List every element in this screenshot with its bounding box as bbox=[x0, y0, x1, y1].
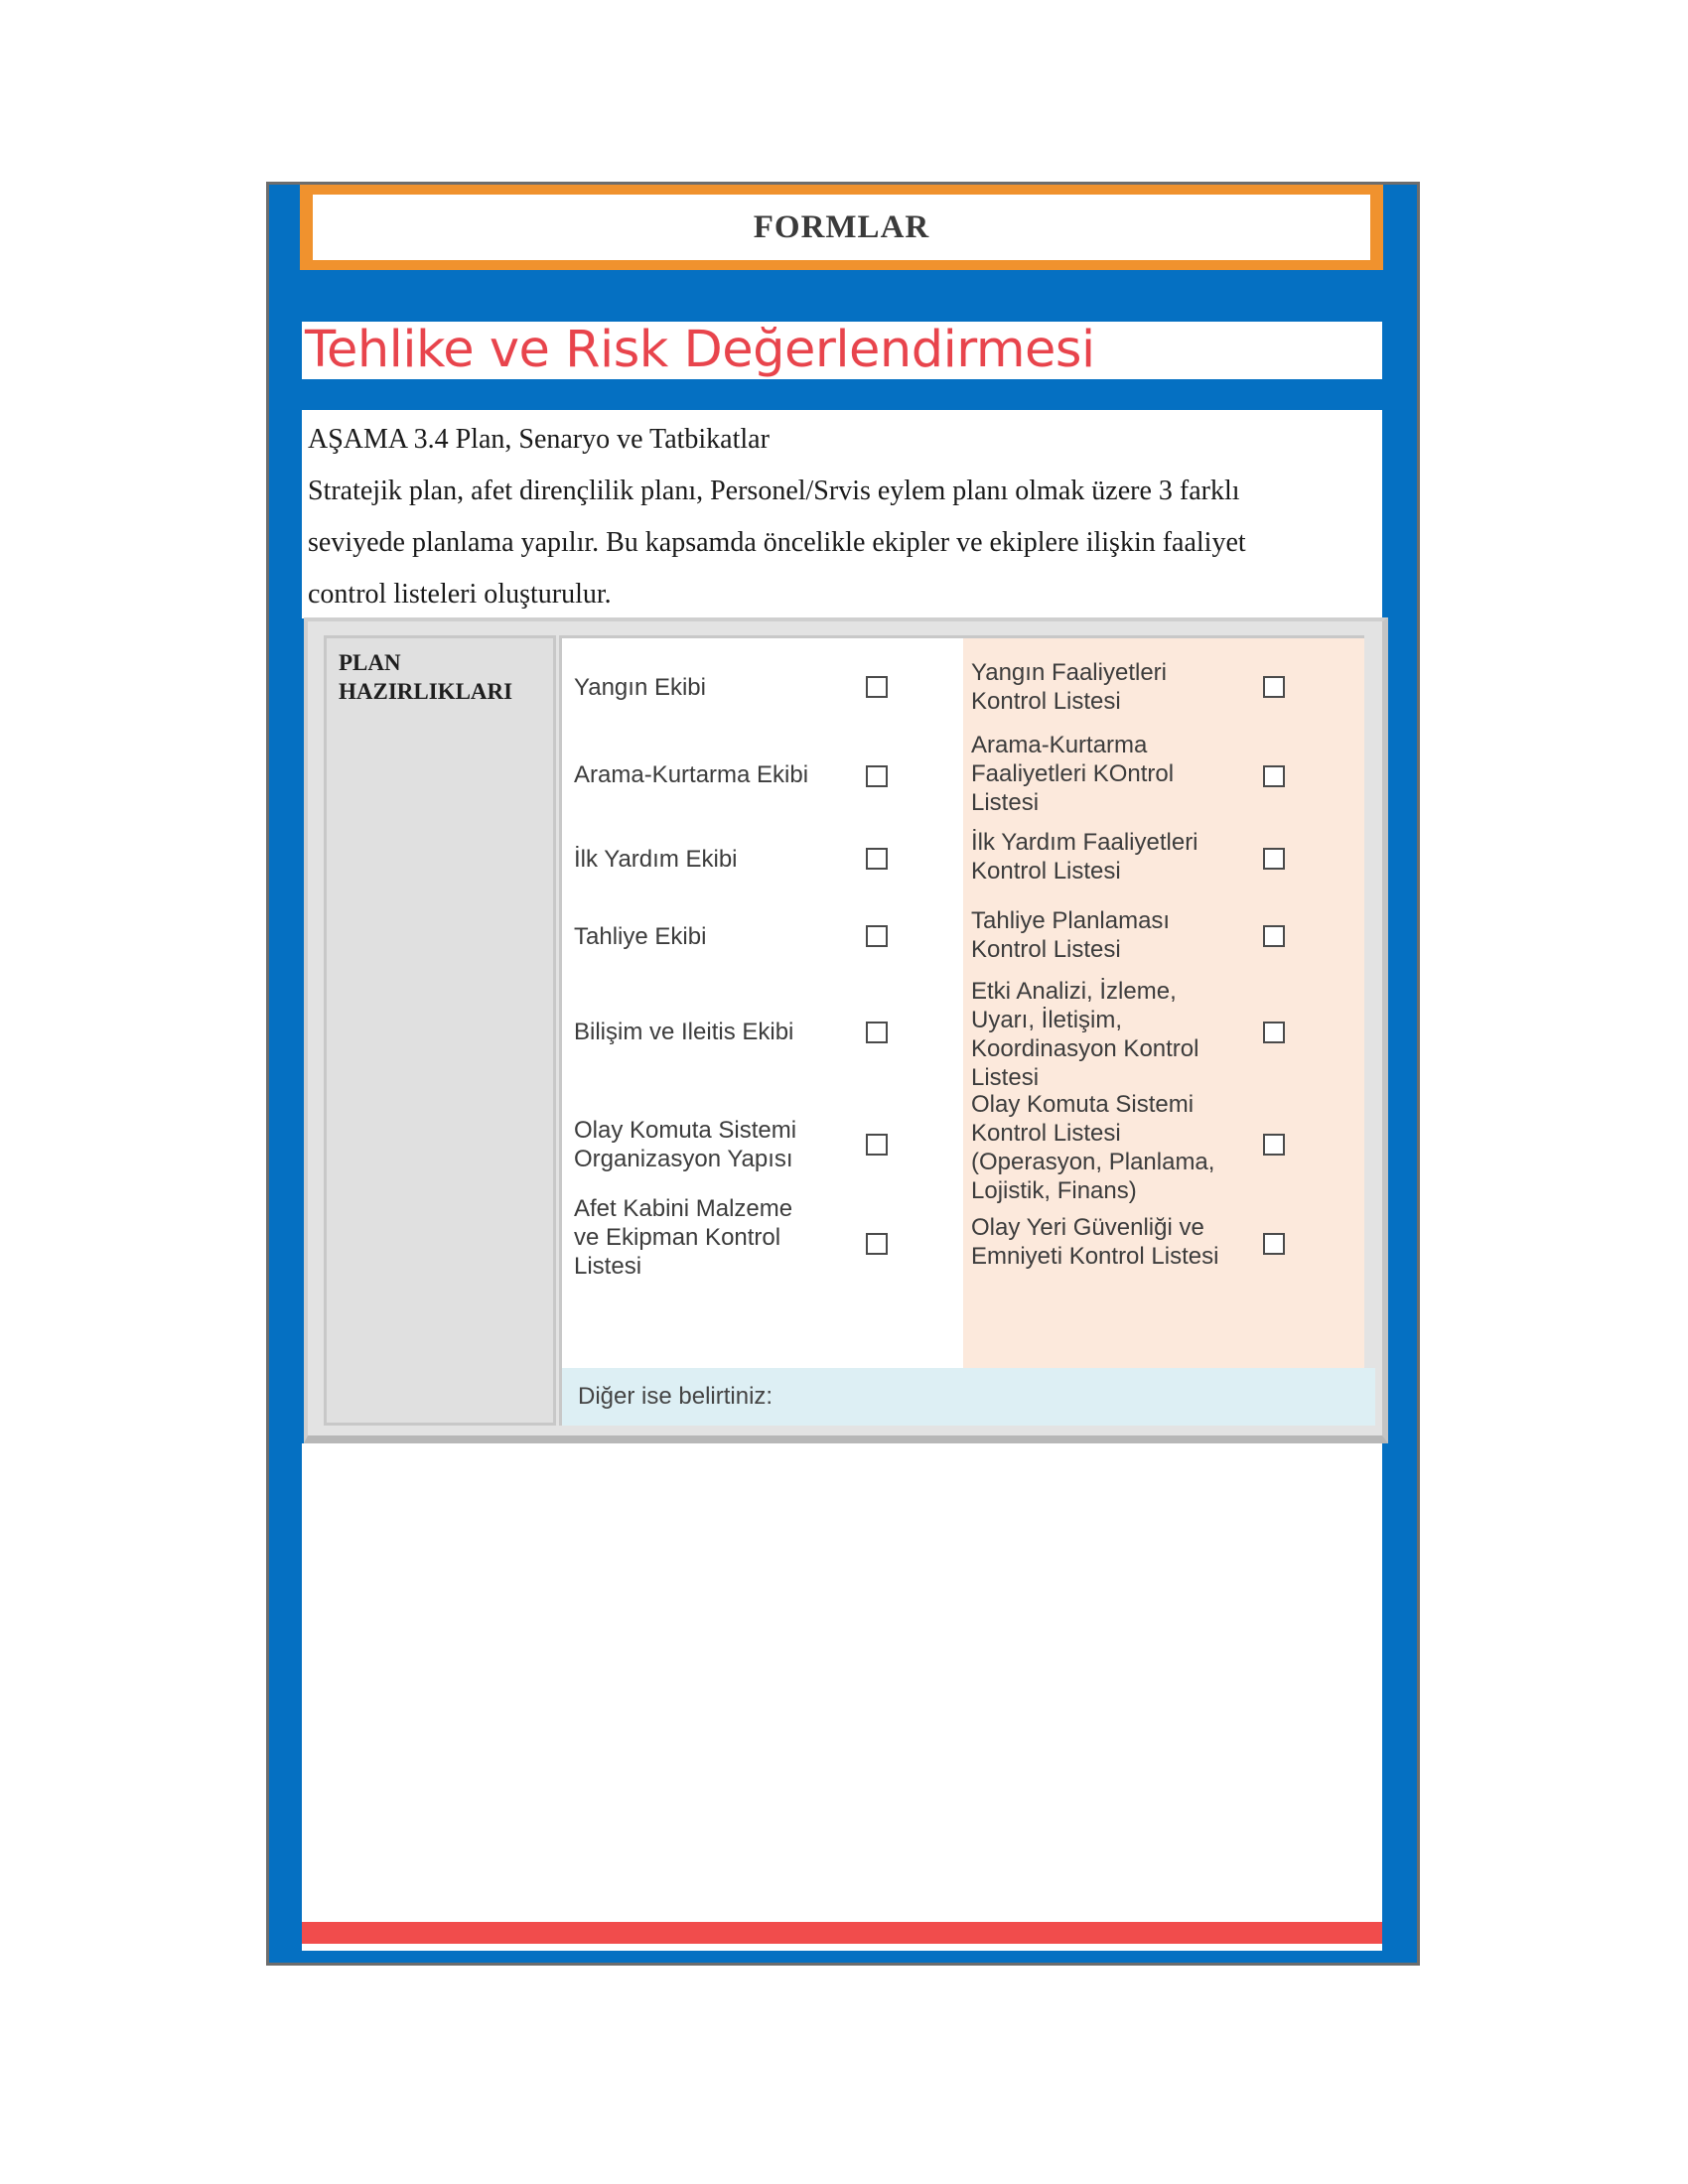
plan-label: PLAN HAZIRLIKLARI bbox=[339, 650, 513, 704]
plan-form bbox=[304, 617, 1388, 1443]
team-item: İlk Yardım Ekibi bbox=[574, 845, 738, 873]
team-checkbox[interactable] bbox=[866, 676, 888, 698]
intro-line-1: Stratejik plan, afet dirençlilik planı, Personel/Srvis eylem planı olmak üzere 3 farklı bbox=[308, 476, 1240, 506]
team-item: Tahliye Ekibi bbox=[574, 922, 707, 950]
checklist-item: Etki Analizi, İzleme, Uyarı, İletişim, Koordinasyon Kontrol Listesi bbox=[971, 978, 1199, 1091]
checklist-checkbox[interactable] bbox=[1263, 765, 1285, 787]
intro-text bbox=[302, 410, 1382, 618]
intro-line-3: control listeleri oluşturulur. bbox=[308, 579, 612, 610]
checklist-item: Arama-Kurtarma Faaliyetleri KOntrol Listesi bbox=[971, 731, 1175, 816]
other-specify-field[interactable]: Diğer ise belirtiniz: bbox=[559, 1368, 1375, 1426]
team-item: Bilişim ve Ileitis Ekibi bbox=[574, 1018, 794, 1045]
checklist-item: Tahliye Planlaması Kontrol Listesi bbox=[971, 907, 1171, 963]
checklist-item: İlk Yardım Faaliyetleri Kontrol Listesi bbox=[971, 829, 1198, 885]
team-checkbox[interactable] bbox=[866, 1233, 888, 1255]
checklist-checkbox[interactable] bbox=[1263, 1134, 1285, 1156]
checklist-checkbox[interactable] bbox=[1263, 848, 1285, 870]
team-checkbox[interactable] bbox=[866, 765, 888, 787]
team-item: Afet Kabini Malzeme ve Ekipman Kontrol Listesi bbox=[574, 1194, 793, 1280]
stage-heading: AŞAMA 3.4 Plan, Senaryo ve Tatbikatlar bbox=[308, 424, 770, 455]
checklist-item: Olay Yeri Güvenliği ve Emniyeti Kontrol Listesi bbox=[971, 1214, 1219, 1270]
team-item: Olay Komuta Sistemi Organizasyon Yapısı bbox=[574, 1117, 797, 1172]
header-box bbox=[300, 185, 1383, 270]
form-left-column bbox=[324, 635, 556, 1426]
intro-line-2: seviyede planlama yapılır. Bu kapsamda öncelikle ekipler ve ekiplere ilişkin faaliyet bbox=[308, 527, 1246, 558]
section-title: Tehlike ve Risk Değerlendirmesi bbox=[302, 322, 1382, 379]
team-item: Yangın Ekibi bbox=[574, 673, 706, 701]
checklist-checkbox[interactable] bbox=[1263, 925, 1285, 947]
checklist-checkbox[interactable] bbox=[1263, 676, 1285, 698]
checklist-item: Olay Komuta Sistemi Kontrol Listesi (Operasyon, Planlama, Lojistik, Finans) bbox=[971, 1091, 1215, 1204]
team-checkbox[interactable] bbox=[866, 1022, 888, 1043]
checklist-item: Yangın Faaliyetleri Kontrol Listesi bbox=[971, 659, 1167, 715]
team-checkbox[interactable] bbox=[866, 848, 888, 870]
checklist-checkbox[interactable] bbox=[1263, 1022, 1285, 1043]
blank-area bbox=[302, 1443, 1382, 1922]
checklist-checkbox[interactable] bbox=[1263, 1233, 1285, 1255]
footer-white-line bbox=[302, 1944, 1382, 1951]
header-title: FORMLAR bbox=[313, 195, 1370, 260]
team-item: Arama-Kurtarma Ekibi bbox=[574, 760, 809, 788]
team-checkbox[interactable] bbox=[866, 1134, 888, 1156]
footer-stripe bbox=[302, 1922, 1382, 1944]
team-checkbox[interactable] bbox=[866, 925, 888, 947]
